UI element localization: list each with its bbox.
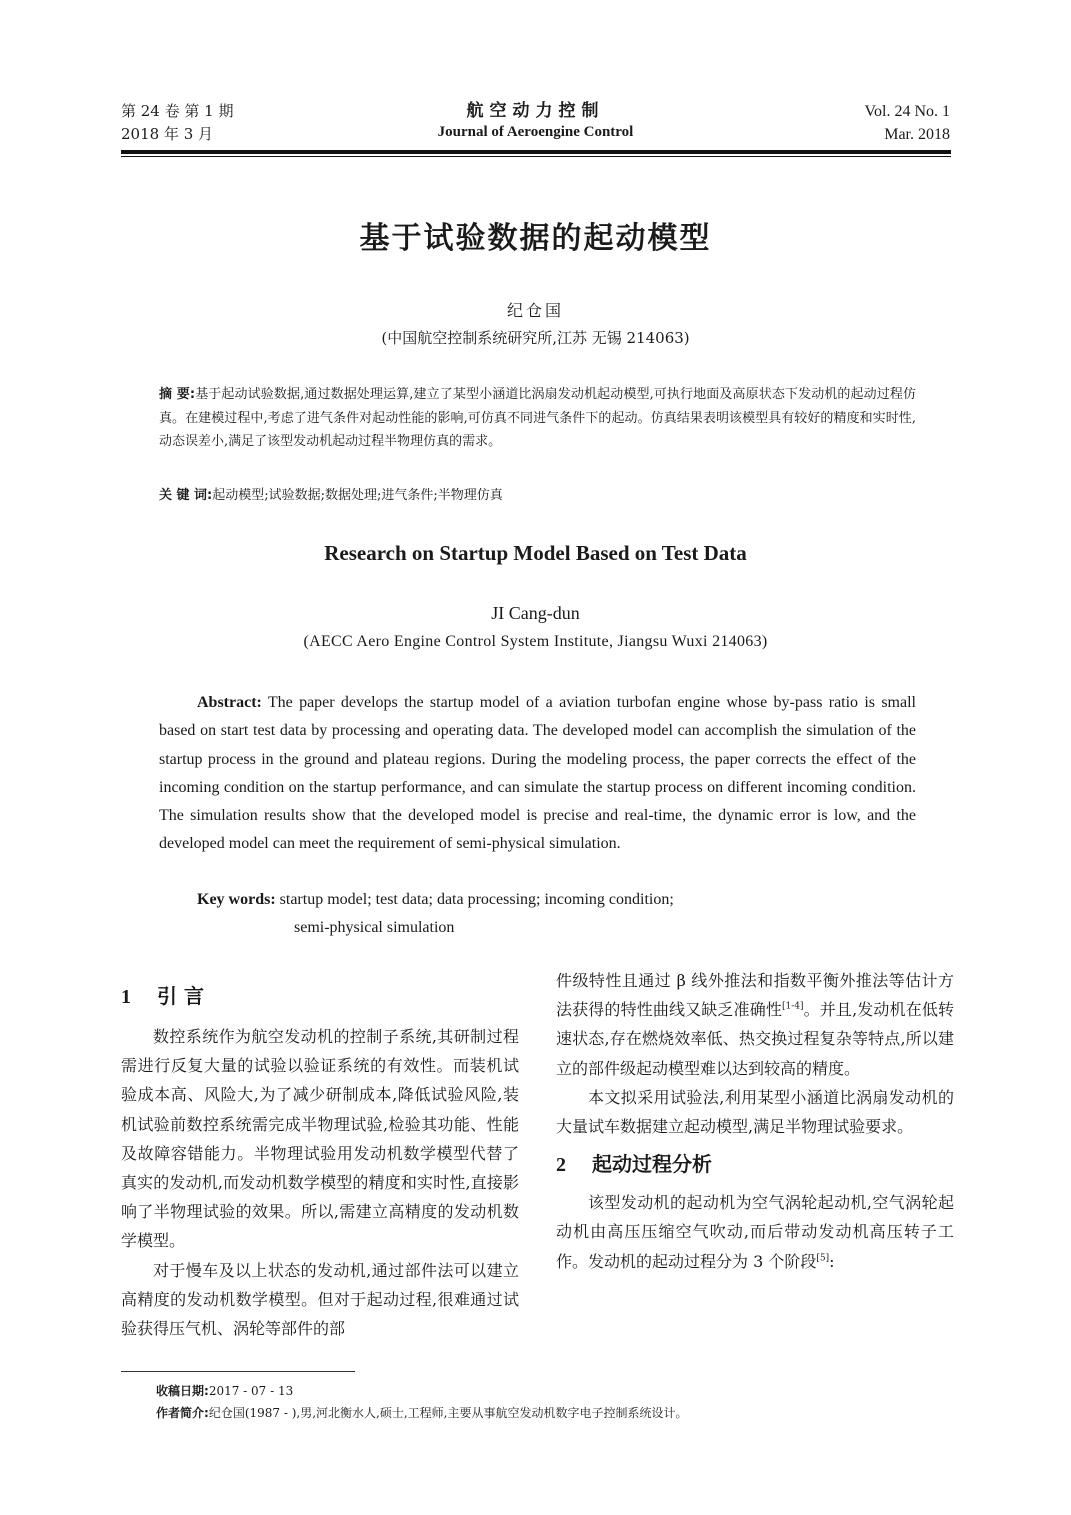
abstract-en-label: Abstract: <box>197 694 262 711</box>
section-1-heading <box>121 981 519 1012</box>
citation-1-4: [1-4] <box>781 1001 804 1012</box>
abstract-en <box>159 689 916 859</box>
section-2-paragraph-1 <box>556 1188 954 1276</box>
footnote-rule <box>121 1371 355 1372</box>
abstract-cn-label: 摘 要: <box>159 387 196 402</box>
section-2-number: 2 <box>556 1154 566 1177</box>
body-column-left <box>121 981 519 1343</box>
section-1-title: 引 言 <box>157 984 204 1008</box>
volume-issue-en: Vol. 24 No. 1 <box>864 103 950 120</box>
bio-text: 纪仓国(1987 - ),男,河北衡水人,硕士,工程师,主要从事航空发动机数字电子控制系统设计。 <box>208 1406 688 1420</box>
section-2-title: 起动过程分析 <box>592 1152 712 1177</box>
header-rule-thick <box>121 150 951 154</box>
keywords-cn-label: 关 键 词: <box>159 488 213 503</box>
paper-title-en: Research on Startup Model Based on Test Data <box>324 541 747 565</box>
keywords-en-line2: semi-physical simulation <box>294 919 455 936</box>
received-date: 2017 - 07 - 13 <box>208 1384 294 1398</box>
keywords-en-line1: startup model; test data; data processing; incoming condition; <box>279 891 674 908</box>
keywords-en-label: Key words: <box>197 891 276 908</box>
journal-header <box>121 100 950 148</box>
bio-label: 作者简介: <box>156 1406 209 1420</box>
keywords-cn <box>159 486 916 506</box>
section-2-text-b: : <box>829 1251 835 1271</box>
abstract-en-text: The paper develops the startup model of a aviation turbofan engine whose by-pass ratio is small based on start test data by processing and operating data. The developed model can accomplish the simulation of the startup process in the ground and plateau regions. During the modeling process, the paper corrects the effect of the incoming condition on the startup performance, and can simulate the startup process on different incoming condition. The simulation results show that the developed model is precise and real-time, the dynamic error is low, and the developed model can meet the requirement of semi-physical simulation. <box>159 694 916 853</box>
header-right <box>865 100 951 146</box>
author-en: JI Cang-dun <box>491 603 580 623</box>
paper-title-cn: 基于试验数据的起动模型 <box>359 221 712 256</box>
abstract-cn-text: 基于起动试验数据,通过数据处理运算,建立了某型小涵道比涡扇发动机起动模型,可执行地面及高原状态下发动机的起动过程仿真。在建模过程中,考虑了进气条件对起动性能的影响,可仿真不同进气条件下的起动。仿真结果表明该模型具有较好的精度和实时性,动态误差小,满足了该型发动机起动过程半物理仿真的需求。 <box>159 387 916 449</box>
affiliation-en: (AECC Aero Engine Control System Institute, Jiangsu Wuxi 214063) <box>303 633 768 650</box>
volume-issue-cn: 第 24 卷 第 1 期 <box>121 102 234 120</box>
para2-cont-text-b: 。并且,发动机在低转速状态,存在燃烧效率低、热交换过程复杂等特点,所以建立的部件级起动模型难以达到较高的精度。 <box>556 1000 954 1078</box>
section-2-text-a: 该型发动机的起动机为空气涡轮起动机,空气涡轮起动机由高压压缩空气吹动,而后带动发动机高压转子工作。发动机的起动过程分为 3 个阶段 <box>556 1193 954 1271</box>
footnote-received <box>156 1381 293 1401</box>
author-cn: 纪仓国 <box>506 301 564 320</box>
section-1-paragraph-3: 本文拟采用试验法,利用某型小涵道比涡扇发动机的大量试车数据建立起动模型,满足半物理试验要求。 <box>556 1087 954 1137</box>
section-2-heading <box>556 1149 954 1180</box>
section-1-paragraph-2-continued <box>556 966 954 1083</box>
keywords-cn-text: 起动模型;试验数据;数据处理;进气条件;半物理仿真 <box>212 488 503 503</box>
section-1-paragraph-1: 数控系统作为航空发动机的控制子系统,其研制过程需进行反复大量的试验以验证系统的有效性。而装机试验成本高、风险大,为了减少研制成本,降低试验风险,装机试验前数控系统需完成半物理试验,检验其功能、性能及故障容错能力。半物理试验用发动机数学模型代替了真实的发动机,而发动机数学模型的精度和实时性,直接影响了半物理试验的效果。所以,需建立高精度的发动机数学模型。 <box>121 1027 519 1251</box>
affiliation-cn: (中国航空控制系统研究所,江苏 无锡 214063) <box>381 329 690 347</box>
header-rule-thin <box>121 156 951 157</box>
header-center <box>121 100 950 142</box>
section-1-number: 1 <box>121 986 131 1008</box>
journal-name-cn: 航空动力控制 <box>466 101 605 121</box>
footnote-author-bio <box>156 1403 687 1423</box>
para2-cont-text-a: 件级特性且通过 β 线外推法和指数平衡外推法等估计方法获得的特性曲线又缺乏准确性 <box>556 971 954 1020</box>
date-cn: 2018 年 3 月 <box>121 125 214 143</box>
citation-5: [5] <box>816 1253 830 1264</box>
received-label: 收稿日期: <box>156 1384 209 1398</box>
section-1-paragraph-2: 对于慢车及以上状态的发动机,通过部件法可以建立高精度的发动机数学模型。但对于起动过程,很难通过试验获得压气机、涡轮等部件的部 <box>121 1260 519 1339</box>
date-en: Mar. 2018 <box>884 126 950 143</box>
journal-name-en: Journal of Aeroengine Control <box>437 124 634 140</box>
body-column-right <box>556 966 954 1276</box>
abstract-cn <box>159 383 916 454</box>
keywords-en <box>197 886 897 942</box>
